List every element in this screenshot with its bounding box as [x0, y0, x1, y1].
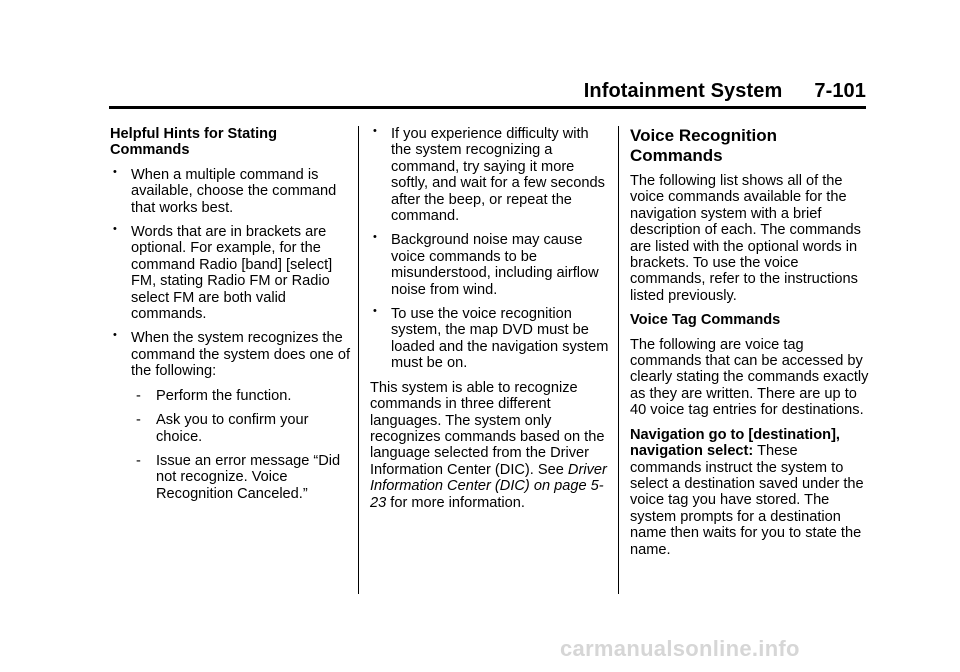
list-item	[110, 167, 355, 216]
sub-list	[131, 388, 355, 502]
bullet-icon: •	[113, 165, 117, 178]
nav-command-term: Navigation go to [destination], navigation select:	[630, 426, 840, 460]
column-3	[630, 126, 870, 566]
page-header	[584, 80, 866, 103]
column-divider-2	[618, 126, 619, 594]
voice-tag-paragraph: The following are voice tag commands that can be accessed by clearly stating the commands exactly as they are written. There are up to 40 voice tag entries for destinations.	[630, 336, 869, 419]
languages-tail: for more information.	[390, 494, 525, 511]
intro-paragraph: The following list shows all of the voice commands available for the navigation system with a brief description of each. The commands are listed with the optional words in brackets. To use the voice commands, refer to the instructions listed previously.	[630, 173, 861, 304]
tips-list	[370, 126, 610, 372]
bullet-icon: •	[113, 329, 117, 342]
tip-text: If you experience difficulty with the system recognizing a command, try saying it more softly, and wait for a few seconds after the beep, or repeat the command.	[391, 126, 605, 225]
dash-marker: -	[136, 387, 141, 404]
bullet-icon: •	[373, 231, 377, 244]
page-number: 7-101	[814, 80, 866, 102]
list-item	[370, 126, 610, 224]
sub-list-item	[131, 388, 355, 404]
hints-list	[110, 167, 355, 502]
sub-list-item	[131, 412, 355, 445]
tip-text: Background noise may cause voice commands to be misunderstood, including airflow noise from wind.	[391, 232, 599, 298]
section-title: Infotainment System	[583, 80, 783, 102]
helpful-hints-heading: Helpful Hints for Stating Commands	[110, 126, 278, 159]
nav-command-description: These commands instruct the system to select a destination saved under the voice tag you have stored. The system prompts for a destination name then waits for you to state the name.	[630, 443, 864, 558]
list-item	[370, 306, 610, 372]
list-item	[110, 224, 355, 322]
column-2	[370, 126, 610, 519]
bullet-icon: •	[373, 305, 377, 318]
languages-text: This system is able to recognize commands in three different languages. The system only recognizes commands based on the language selected from the Driver Information Center (DIC). See	[370, 379, 605, 478]
watermark: carmanualsonline.info	[560, 636, 800, 661]
dash-marker: -	[136, 412, 141, 429]
hint-text: Words that are in brackets are optional. For example, for the command Radio [band] [select] FM, stating Radio FM or Radio select FM are both valid commands.	[131, 224, 333, 323]
column-divider-1	[358, 126, 359, 594]
column-1	[110, 126, 355, 510]
tip-text: To use the voice recognition system, the map DVD must be loaded and the navigation system must be on.	[391, 306, 609, 372]
languages-paragraph	[370, 380, 610, 511]
hint-text: When a multiple command is available, choose the command that works best.	[131, 166, 337, 216]
bullet-icon: •	[373, 125, 377, 137]
bullet-icon: •	[113, 223, 117, 236]
sub-item-text: Issue an error message “Did not recognize. Voice Recognition Canceled.”	[156, 452, 341, 502]
sub-item-text: Perform the function.	[156, 387, 292, 404]
list-item	[370, 232, 610, 298]
voice-tag-heading: Voice Tag Commands	[630, 312, 781, 329]
dash-marker: -	[136, 452, 141, 469]
hint-text: When the system recognizes the command the system does one of the following:	[131, 330, 351, 380]
dic-reference-link[interactable]: Driver Information Center (DIC) on page 5-23	[370, 461, 607, 511]
sub-list-item	[131, 453, 355, 502]
nav-command-paragraph	[630, 427, 870, 558]
list-item	[110, 330, 355, 502]
voice-recognition-heading: Voice Recognition Commands	[630, 126, 778, 165]
sub-item-text: Ask you to confirm your choice.	[156, 412, 309, 445]
header-rule	[109, 106, 866, 109]
